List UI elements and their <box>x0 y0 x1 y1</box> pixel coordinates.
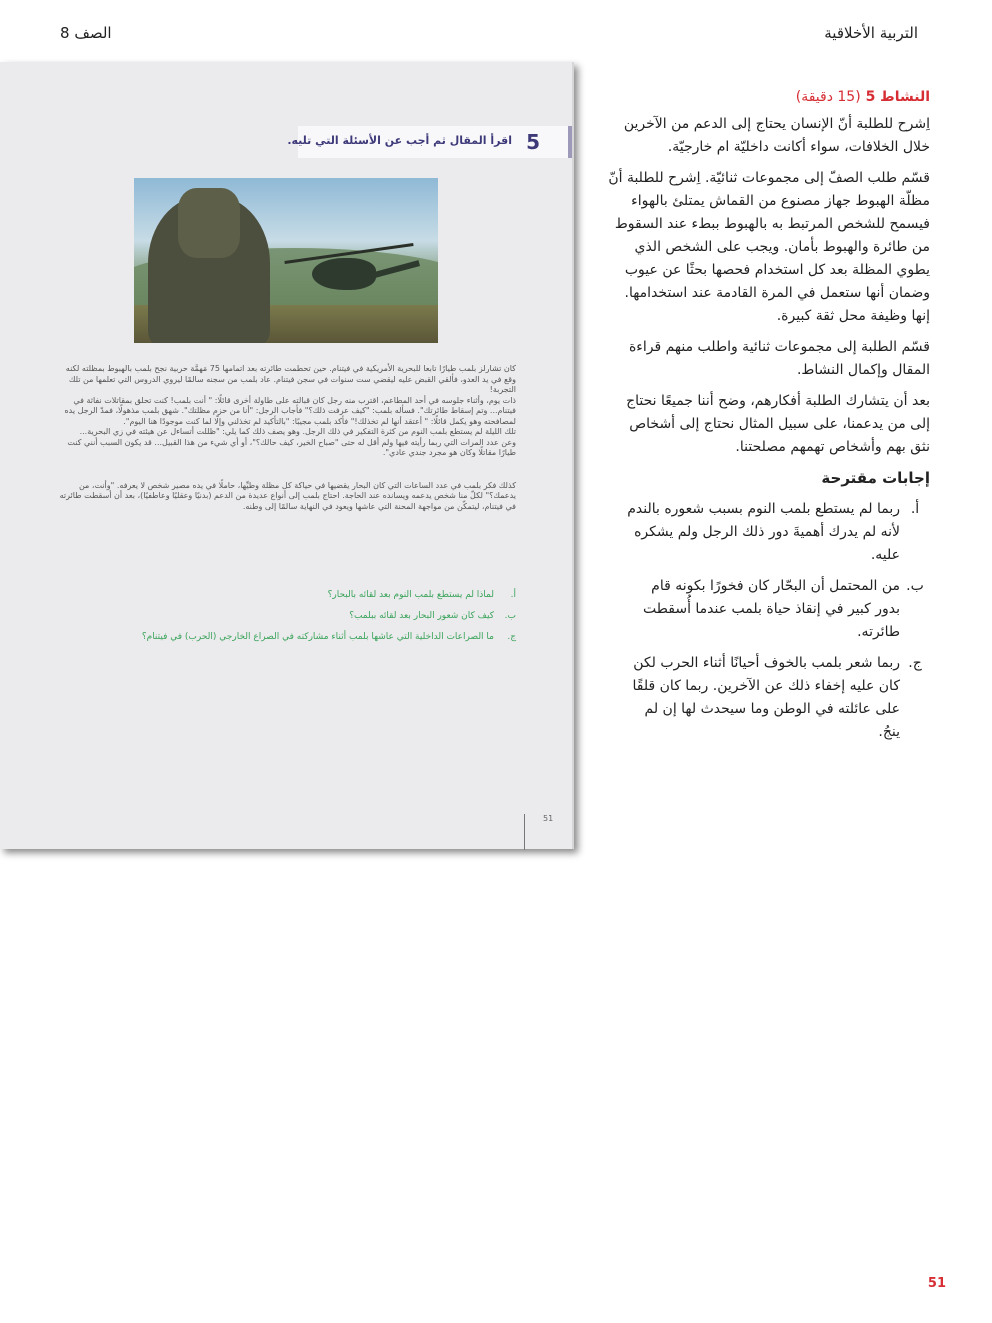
question-title: اقرأ المقال ثم أجب عن الأسئلة التي تليه. <box>287 134 512 147</box>
answer-text: من المحتمل أن البحّار كان فخورًا بكونه قام بدور كبير في إنقاذ حياة بلمب عندما أُسقطت طائرته. <box>643 578 900 640</box>
answers-heading: إجابات مقترحة <box>821 469 930 487</box>
answer-item <box>608 652 930 744</box>
answer-label: ب. <box>906 578 924 594</box>
story-paragraph: كذلك فكر بلمب في عدد الساعات التي كان البحار يقضيها في حياكة كل مظلة وطيِّها، حاملًا في يده مصير شخص لا يعرفه. "وأنت، من يدعمك؟" لكلّ منا شخص يدعمه ويسانده عند الحاجة. احتاج بلمب إلى أنواع عديدة من الدعم (بدنيًا وعقليًا وعاطفيًا)، بعد أن أسقطت طائرته في فيتنام، ليتمكّن من مواجهة المحنة التي عاشها ويعود في النهاية سالمًا إلى وطنه. <box>59 480 516 511</box>
book-page-number: 51 <box>543 814 554 823</box>
question-header <box>287 126 572 158</box>
question-text: ما الصراعات الداخلية التي عاشها بلمب أثناء مشاركته في الصراع الخارجي (الحرب) في فيتنام؟ <box>141 632 494 642</box>
story-paragraph: تلك الليلة لم يستطع بلمب النوم من كثرة التفكير في ذلك الرجل. وهو يصف ذلك كما يلي: "ظللت أتساءل عن هيئته في زي البحرية... <box>79 427 516 436</box>
question-label: ب. <box>504 611 516 621</box>
question-label: أ. <box>510 590 516 600</box>
question-number: 5 <box>526 130 540 154</box>
header-subject: التربية الأخلاقية <box>824 24 918 42</box>
story-paragraph: ذات يوم، وأثناء جلوسه في أحد المطاعم، اقترب منه رجل كان قبالته على طاولة أخرى قائلًا: " أنت بلمب! كنت تحلق بمقاتلات نفاثة في فيتنام... وتم إسقاط طائرتك". فسأله بلمب: "كيف عرفت ذلك؟" فأجاب الرجل: "أنا من حزم مظلتك". شهق بلمب مذهولًا، فمدّ الرجل يده لمصافحته وهو يكمل قائلًا: " أعتقد أنها لم تخذلك!" فأكد بلمب مجيبًا: "بالتأكيد لم تخذلني وإلّا لما كنت موجودًا هنا اليوم". <box>64 395 516 426</box>
story-paragraph: وعن عدد المرات التي ربما رأيته فيها ولم أقل له حتى "صباح الخير، كيف حالك؟"، أو أي شيء من هذا القبيل... قد يكون السبب أنني كنت طيارًا مقاتلًا وكان هو مجرد جندي عادي". <box>67 437 516 457</box>
guide-paragraph: اِشرح للطلبة أنّ الإنسان يحتاج إلى الدعم من الآخرين خلال الخلافات، سواء أكانت داخليّة ام خارجيّة. <box>623 116 930 155</box>
guide-paragraph: قسّم طلب الصفّ إلى مجموعات ثنائيّة. اِشرح للطلبة أنّ مظلّة الهبوط جهاز مصنوع من القماش يمتلئ بالهواء فيسمح للشخص المرتبط به بالهبوط ببطء عند السقوط من طائرة والهبوط بأمان. ويجب على الشخص الذي يطوي المظلة بعد كل استخدام فحصها بحثًا عن عيوب وضمان أنها ستعمل في المرة القادمة عند استخدامها. إنها وظيفة محل ثقة كبيرة. <box>608 170 930 324</box>
page-number-divider <box>524 814 525 850</box>
soldier-helicopter-photo <box>134 178 438 343</box>
activity-name: النشاط 5 <box>865 89 930 105</box>
question-item <box>54 632 516 642</box>
page-number: 51 <box>927 1276 946 1291</box>
answer-text: ربما لم يستطع بلمب النوم بسبب شعوره بالندم لأنه لم يدرك أهميةَ دور ذلك الرجل ولم يشكره عليه. <box>627 501 900 563</box>
answer-item <box>608 575 930 644</box>
story-text <box>54 364 516 512</box>
question-item <box>54 590 516 600</box>
question-item <box>54 611 516 621</box>
teacher-guide <box>608 86 930 752</box>
answer-text: ربما شعر بلمب بالخوف أحيانًا أثناء الحرب لكن كان عليه إخفاء ذلك عن الآخرين. ربما كان قلقًا على عائلته في الوطن وما سيحدث لها إن لم ينجُ. <box>632 655 900 740</box>
question-text: كيف كان شعور البحار بعد لقائه ببلمب؟ <box>349 611 494 621</box>
answer-label: ج. <box>908 655 922 671</box>
header-grade: الصف 8 <box>60 24 112 42</box>
question-text: لماذا لم يستطع بلمب النوم بعد لقائه بالبحار؟ <box>327 590 494 600</box>
question-label: ج. <box>507 632 516 642</box>
activity-duration: (15 دقيقة) <box>795 89 861 105</box>
guide-paragraph: بعد أن يتشارك الطلبة أفكارهم، وضح أننا جميعًا نحتاج إلى من يدعمنا، على سبيل المثال نحتاج إلى أشخاص نثق بهم وأشخاص تهمهم مصلحتنا. <box>626 393 930 455</box>
guide-paragraph: قسّم الطلبة إلى مجموعات ثنائية واطلب منهم قراءة المقال وإكمال النشاط. <box>628 339 930 378</box>
activity-title <box>608 86 930 109</box>
question-list <box>54 590 516 653</box>
answer-item <box>608 498 930 567</box>
answer-label: أ. <box>910 501 920 517</box>
student-book-page <box>0 62 574 849</box>
story-paragraph: كان تشارلز بلمب طيارًا تابعا للبحرية الأمريكية في فيتنام. حين تحطمت طائرته بعد اتمامها 75 مَهمَّة حربية نجح بلمب بالهبوط بمظلته لكنه وقع في يد العدو، فألقي القبض عليه ليقضي ست سنوات في سجن فيتنام. عاد بلمب من سجنه سالمًا ليروي الدروس التي تعلمها من تلك التجربة! <box>65 364 516 394</box>
